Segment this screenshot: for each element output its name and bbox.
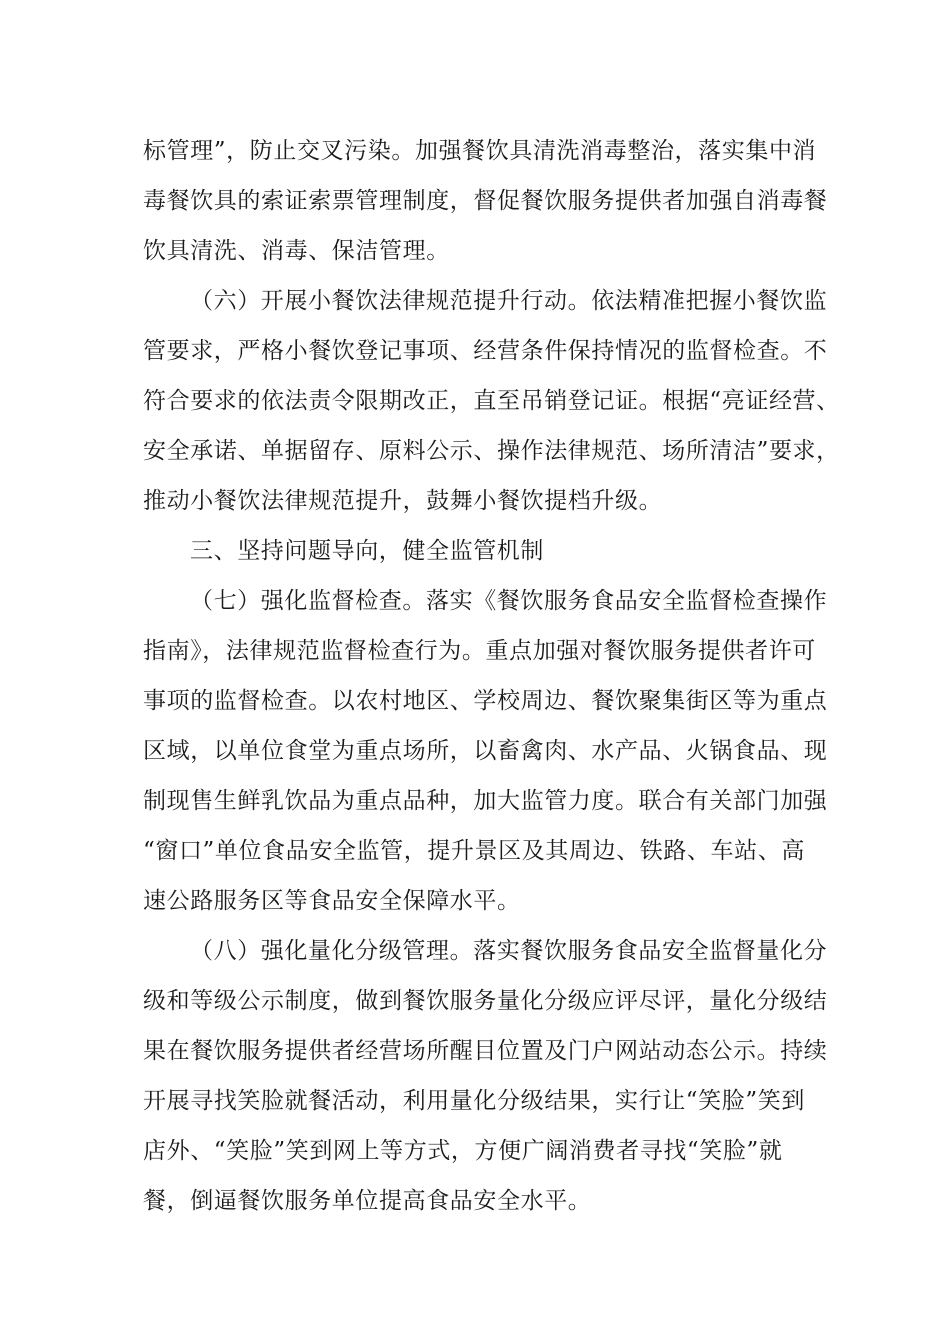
text-line: 推动小餐饮法律规范提升，鼓舞小餐饮提档升级。	[143, 488, 663, 514]
text-line: 餐，倒逼餐饮服务单位提高食品安全水平。	[143, 1188, 592, 1214]
text-line: 店外、“笑脸”笑到网上等方式，方便广阔消费者寻找“笑脸”就	[143, 1138, 783, 1164]
paragraph-heading-6: （六）开展小餐饮法律规范提升行动。依法精准把握小餐饮监	[190, 288, 828, 314]
text-line: 管要求，严格小餐饮登记事项、经营条件保持情况的监督检查。不	[143, 338, 828, 364]
paragraph-heading-8: （八）强化量化分级管理。落实餐饮服务食品安全监督量化分	[190, 938, 828, 964]
text-line: 区域，以单位食堂为重点场所，以畜禽肉、水产品、火锅食品、现	[143, 738, 828, 764]
text-line: 事项的监督检查。以农村地区、学校周边、餐饮聚集街区等为重点	[143, 688, 828, 714]
text-line: 果在餐饮服务提供者经营场所醒目位置及门户网站动态公示。持续	[143, 1038, 828, 1064]
text-line: 饮具清洗、消毒、保洁管理。	[143, 238, 450, 264]
text-line: 级和等级公示制度，做到餐饮服务量化分级应评尽评，量化分级结	[143, 988, 828, 1014]
text-line: 指南》，法律规范监督检查行为。重点加强对餐饮服务提供者许可	[143, 638, 816, 664]
text-line: 符合要求的依法责令限期改正，直至吊销登记证。根据“亮证经营、	[143, 388, 840, 414]
text-line: 制现售生鲜乳饮品为重点品种，加大监管力度。联合有关部门加强	[143, 788, 828, 814]
text-line: 安全承诺、单据留存、原料公示、操作法律规范、场所清洁”要求，	[143, 438, 840, 464]
text-line: 速公路服务区等食品安全保障水平。	[143, 888, 521, 914]
paragraph-heading-7: （七）强化监督检查。落实《餐饮服务食品安全监督检查操作	[190, 588, 828, 614]
text-line: 毒餐饮具的索证索票管理制度，督促餐饮服务提供者加强自消毒餐	[143, 188, 828, 214]
text-line: “窗口”单位食品安全监管，提升景区及其周边、铁路、车站、高	[143, 838, 805, 864]
text-line: 开展寻找笑脸就餐活动，利用量化分级结果，实行让“笑脸”笑到	[143, 1088, 805, 1114]
section-heading-3: 三、坚持问题导向，健全监管机制	[190, 538, 544, 564]
text-line: 标管理”，防止交叉污染。加强餐饮具清洗消毒整治，落实集中消	[143, 138, 817, 164]
